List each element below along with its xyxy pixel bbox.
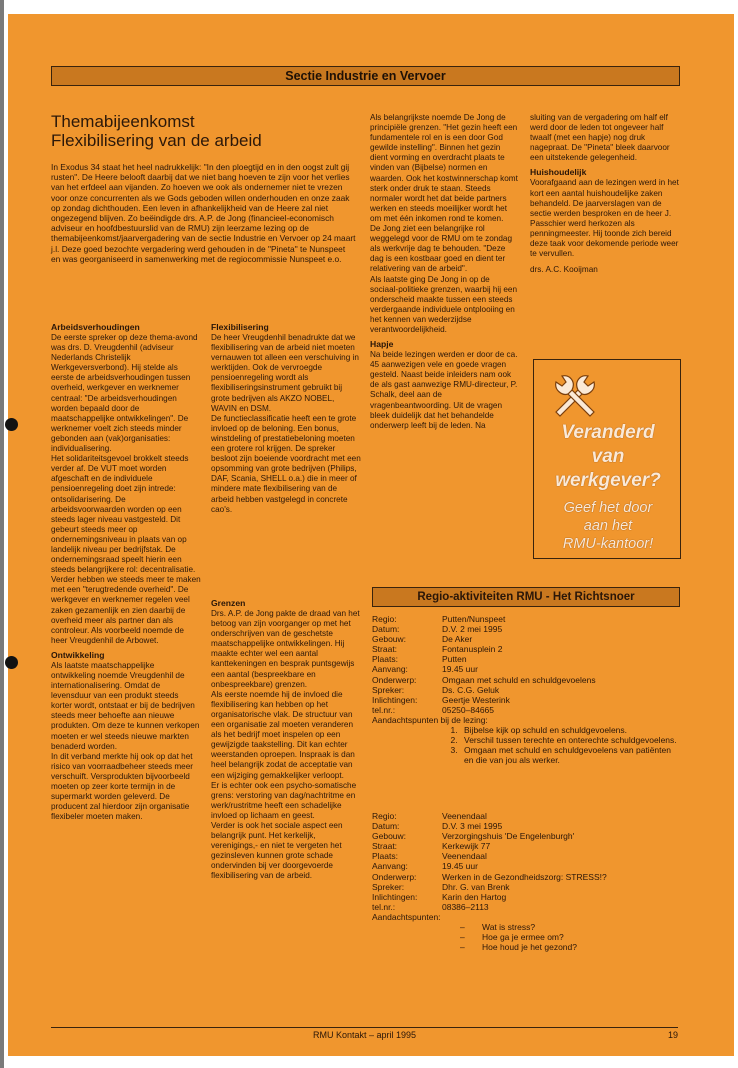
- event-value: Omgaan met schuld en schuldgevoelens: [442, 674, 596, 685]
- event-row: [372, 882, 678, 892]
- event-value: Putten: [442, 654, 467, 665]
- event-row: [372, 821, 678, 831]
- event-key: Gebouw:: [372, 831, 407, 842]
- event-row: [372, 624, 678, 634]
- event-row: [372, 831, 678, 841]
- paragraph: De heer Vreugdenhil benadrukte dat we flexibilisering van de arbeid niet moeten vernauwen tot alleen een verschuiving in werktijden. Ook de vervroegde pensioenregeling wordt als flexibiliseringsinstrument gebruikt bij grote bedrijven als AKZO NOBEL, WAVIN en DSM.: [211, 333, 359, 413]
- advert-box: [533, 359, 681, 559]
- event-key: Onderwerp:: [372, 674, 417, 685]
- event-row: [372, 705, 678, 715]
- punch-hole: [5, 656, 18, 669]
- list-item: 3. Omgaan met schuld en schuldgevoelens van patiënten en die van jou als werker.: [460, 745, 678, 765]
- event-row: [372, 695, 678, 705]
- event-key: Regio:: [372, 614, 397, 624]
- page-number: 19: [667, 1030, 678, 1040]
- event-row: [372, 811, 678, 821]
- article-intro: In Exodus 34 staat het heel nadrukkelijk: "In den ploegtijd en in den oogst zult gij rusten". De Heere belooft daarbij dat we niet bang hoeven te zijn voor het verlies van het erfdeel aan vijanden. Zo hoeven we ook als ondernemer niet te vrezen voor onze concurrenten als we Gods geboden willen onderhouden en onze zaak op zondag dichthouden. Een leven in afhankelijkheid van de Heere zal niet ongezegend blijven. Zo beëindigde drs. A.P. de Jong (financieel-economisch adviseur en hoofdbestuurslid van de RMU) zijn leerzame lezing op de themabijeenkomst/jaarvergadering van de sectie Industrie en Vervoer op 24 maart j.l. Deze goed bezochte vergadering werd gehouden in de "Pineta" te Nunspeet en was georganiseerd in samenwerking met de regiocommissie Nunspeet e.o.: [51, 162, 356, 264]
- list-item: – Hoe ga je ermee om?: [460, 932, 678, 942]
- advert-line-6: RMU-kantoor!: [562, 536, 654, 552]
- event-putten: [372, 614, 678, 765]
- event-value: Karin den Hartog: [442, 891, 507, 902]
- heading-grenzen: Grenzen: [211, 598, 246, 608]
- list-item: 1. Bijbelse kijk op schuld en schuldgevoelens.: [460, 725, 678, 735]
- event-row: [372, 634, 678, 644]
- heading-ontwikkeling: Ontwikkeling: [51, 649, 105, 660]
- event-value: Ds. C.G. Geluk: [442, 684, 500, 695]
- paragraph: Als belangrijkste noemde De Jong de principiële grenzen. "Het gezin heeft een fundamentele rol en is een door God gewilde instelling". Binnen het gezin dient vorming en overdracht plaats te vinden van (Bijbelse) normen en waarden. Ook het kostwinnerschap komt sterk onder druk te staan. Steeds normaler wordt het dat beide partners werken en steeds moeilijker wordt het om met één inkomen rond te komen.: [370, 113, 518, 223]
- event-key: Regio:: [372, 811, 397, 821]
- event-value: Werken in de Gezondheidszorg: STRESS!?: [442, 871, 607, 882]
- event-key: Datum:: [372, 821, 400, 832]
- points-list: [372, 922, 678, 952]
- event-value: Fontanusplein 2: [442, 644, 503, 655]
- heading-huishoudelijk: Huishoudelijk: [530, 167, 587, 178]
- punch-hole: [5, 418, 18, 431]
- footer-rule: [51, 1027, 678, 1028]
- column-2-grenzen: [211, 598, 361, 882]
- event-value: D.V. 2 mei 1995: [442, 624, 503, 635]
- event-key: tel.nr.:: [372, 704, 396, 715]
- event-key: Inlichtingen:: [372, 694, 418, 705]
- event-row: [372, 664, 678, 674]
- event-key: Spreker:: [372, 881, 405, 892]
- event-value: Kerkewijk 77: [442, 841, 491, 852]
- heading-hapje: Hapje: [370, 339, 394, 350]
- paragraph: Het solidariteitsgevoel brokkelt steeds verder af. De VUT moet worden afgeschaft en de individuele pensioenregeling doet zijn intrede: ontsolidarisering. De arbeidsvoorwaarden worden op een steeds lager niveau vastgesteld. Dit gebeurt steeds meer op ondernemingsniveau in plaats van op landelijk niveau per bedrijfstak. De ondernemingsraad speelt hierin een steeds belangrijkere rol: decentralisatie. Verder hebben we steeds meer te maken met een "terugtredende overheid". De werkgever en werknemer regelen veel zaken gezamenlijk en zien daarbij de overheid meer als partner dan als controleur. Als voorbeeld noemde de heer Vreugdenhil de Arbowet.: [51, 454, 201, 645]
- paragraph: Er is echter ook een psycho-somatische grens: verstoring van dag/nachtritme en werk/rustritme heeft een schadelijke invloed op lichaam en geest.: [211, 780, 357, 820]
- event-key: Spreker:: [372, 684, 405, 695]
- list-item: – Hoe houd je het gezond?: [460, 942, 678, 952]
- paragraph: In dit verband merkte hij ook op dat het risico van voorraadbeheer steeds meer verschuift. Versprodukten bijvoorbeeld moeten op zeer korte termijn in de supermarkt worden geleverd. De producent zal hierdoor zijn organisatie flexibeler moeten maken.: [51, 751, 193, 822]
- event-row: [372, 654, 678, 664]
- paragraph: Verder is ook het sociale aspect een belangrijk punt. Het kerkelijk, verenigings,- en niet te vergeten het gezinsleven kunnen grote schade ondervinden bij ver doorgevoerde flexibilisering van de arbeid.: [211, 820, 343, 881]
- event-key: Plaats:: [372, 851, 398, 862]
- event-value: 19.45 uur: [442, 664, 478, 675]
- column-4: [530, 113, 680, 275]
- document-page: [8, 14, 734, 1056]
- paragraph: Als laatste ging De Jong in op de sociaal-politieke grenzen, waarbij hij een onderscheid maakte tussen een steeds verdergaande individuele ontplooiing en het kennen van wederzijdse verantwoordelijkheid.: [370, 274, 518, 334]
- event-row: [372, 892, 678, 902]
- event-row: [372, 841, 678, 851]
- advert-line-1: Veranderd: [561, 422, 655, 443]
- heading-flexibilisering: Flexibilisering: [211, 322, 269, 332]
- paragraph: Als laatste maatschappelijke ontwikkeling noemde Vreugdenhil de internationalisering. Omdat de levensduur van een produkt steeds korter wordt, ontstaat er bij de bedrijven steeds meer behoefte aan nieuwe produkten. Om deze te kunnen verkopen moeten er wel steeds nieuwe markten benaderd worden.: [51, 660, 200, 751]
- event-value: Geertje Westerink: [442, 694, 510, 705]
- event-value: Veenendaal: [442, 851, 487, 862]
- event-key: Onderwerp:: [372, 871, 417, 882]
- event-key: Inlichtingen:: [372, 891, 418, 902]
- event-key: tel.nr.:: [372, 901, 396, 912]
- heading-arbeidsverhoudingen: Arbeidsverhoudingen: [51, 322, 140, 332]
- column-1: [51, 322, 201, 822]
- event-key: Gebouw:: [372, 634, 407, 645]
- event-row: [372, 861, 678, 871]
- event-value: Verzorgingshuis 'De Engelenburgh': [442, 831, 575, 842]
- event-row: [372, 644, 678, 654]
- event-row: [372, 902, 678, 912]
- advert-line-4: Geef het door: [563, 500, 653, 516]
- paragraph: Na beide lezingen werden er door de ca. 45 aanwezigen vele en goede vragen gesteld. Naast beide inleiders nam ook de als gast aanwezige RMU-directeur, P. Schalk, deel aan de vragenbeantwoording. Uit de vragen bleek duidelijk dat het behandelde onderwerp leeft bij de leden. Na: [370, 350, 518, 430]
- scan-edge: [0, 0, 4, 1068]
- column-2: [211, 322, 361, 515]
- event-key: Datum:: [372, 624, 400, 635]
- event-value: Veenendaal: [442, 811, 487, 821]
- event-value: D.V. 3 mei 1995: [442, 821, 503, 832]
- event-key: Plaats:: [372, 654, 398, 665]
- section-banner: Sectie Industrie en Vervoer: [51, 66, 680, 86]
- event-row: [372, 685, 678, 695]
- points-label: Aandachtspunten bij de lezing:: [372, 714, 488, 725]
- paragraph: De eerste spreker op deze thema-avond was drs. D. Vreugdenhil (adviseur Nederlands Christelijk Werkgeversverbond). Hij stelde als eerste de arbeidsverhoudingen tussen overheid, werkgever en werknemer centraal: "De arbeidsverhoudingen worden bepaald door de maatschappelijke ontwikkelingen". De werknemer voelt zich steeds minder gebonden aan (vak)organisaties: individualisering.: [51, 333, 198, 454]
- event-row: [372, 851, 678, 861]
- event-row: [372, 872, 678, 882]
- article-title-line2: Flexibilisering van de arbeid: [51, 131, 262, 150]
- paragraph: Drs. A.P. de Jong pakte de draad van het betoog van zijn voorganger op met het onderschrijven van de geschetste maatschappelijke ontwikkelingen. Hij maakte echter wel een aantal kanttekeningen en besprak puntsgewijs een aantal (bespreekbare en onbespreekbare) grenzen.: [211, 609, 360, 689]
- event-value: 19.45 uur: [442, 861, 478, 872]
- points-list: [372, 725, 678, 765]
- event-value: 05250–84665: [442, 704, 495, 715]
- list-item: – Wat is stress?: [460, 922, 678, 932]
- event-value: De Aker: [442, 634, 473, 645]
- event-key: Aanvang:: [372, 861, 408, 872]
- points-label: Aandachtspunten:: [372, 911, 441, 922]
- article-title: [51, 112, 356, 150]
- regio-banner: Regio-aktiviteiten RMU - Het Richtsnoer: [372, 587, 680, 607]
- author-signature: drs. A.C. Kooijman: [530, 265, 598, 275]
- footer-publication: RMU Kontakt – april 1995: [312, 1030, 417, 1040]
- event-key: Straat:: [372, 841, 398, 852]
- event-row: [372, 675, 678, 685]
- paragraph: sluiting van de vergadering om half elf werd door de leden tot ongeveer half twaalf (met een hapje) nog druk nagepraat. De "Pineta" bleek daarvoor een uitstekende gelegenheid.: [530, 113, 670, 163]
- event-veenendaal: [372, 811, 678, 952]
- event-row: [372, 614, 678, 624]
- advert-line-5: aan het: [583, 518, 633, 534]
- event-value: Putten/Nunspeet: [442, 614, 506, 624]
- paragraph: Voorafgaand aan de lezingen werd in het kort een aantal huishoudelijke zaken behandeld. De jaarverslagen van de sectie werden besproken en de heer J. Passchier werd herkozen als penningmeester. Hij toonde zich bereid deze taak voor dekomende periode weer te vervullen.: [530, 178, 679, 259]
- column-3: [370, 113, 520, 431]
- article-title-line1: Themabijeenkomst: [51, 112, 195, 131]
- event-value: Dhr. G. van Brenk: [442, 881, 510, 892]
- event-value: 08386–2113: [442, 901, 489, 912]
- event-key: Aanvang:: [372, 664, 408, 675]
- paragraph: De functieclassificatie heeft een te grote invloed op de beloning. Een bonus, winstdeling of prestatiebeloning moeten een grotere rol krijgen. De spreker besloot zijn boeiende voordracht met een opsomming van grote bedrijven (Philips, DAF, Scania, SHELL o.a.) die in meer of mindere mate flexibilisering van de arbeid hebben vastgelegd in concrete cao's.: [211, 413, 361, 514]
- list-item: 2. Verschil tussen terechte en onterechte schuldgevoelens.: [460, 735, 678, 745]
- advert-line-2: van: [591, 446, 625, 467]
- advert-line-3: werkgever?: [555, 470, 661, 491]
- paragraph: Als eerste noemde hij de invloed die flexibilisering kan hebben op het organisatorische vlak. De structuur van een organisatie zal moeten veranderen als het bedrijf moet inspelen op een gewijzigde taakstelling. Dit kan echter weerstanden oproepen. Inspraak is dan heel belangrijk zodat de acceptatie van een wijziging gemakkelijker verloopt.: [211, 689, 355, 780]
- tools-icon: [548, 368, 604, 420]
- event-key: Straat:: [372, 644, 398, 655]
- paragraph: De Jong ziet een belangrijke rol weggelegd voor de RMU om te zondag als werkvrije dag te behouden. "Deze dag is een kostbaar goed en dient ter relativering van de arbeid".: [370, 224, 512, 274]
